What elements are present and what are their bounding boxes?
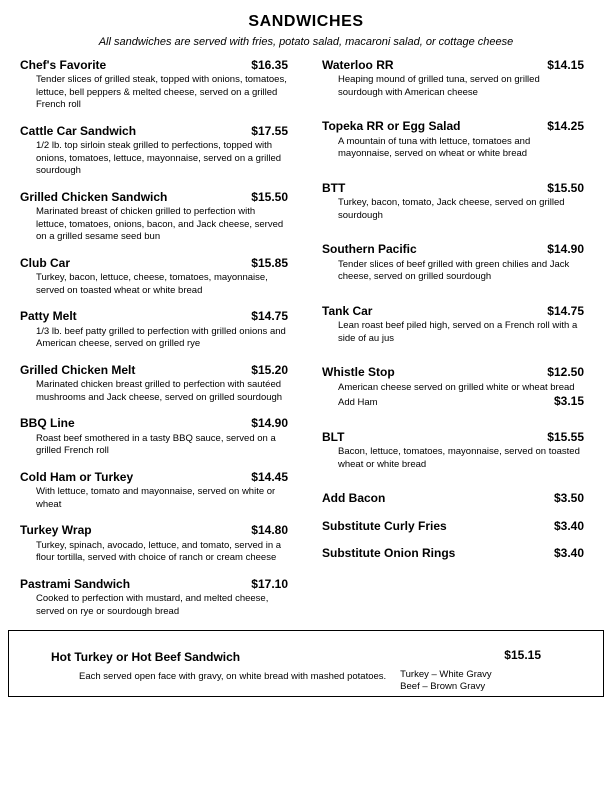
menu-item — [20, 363, 288, 404]
menu-item — [322, 365, 584, 409]
item-header — [322, 242, 584, 256]
menu-item — [20, 470, 288, 511]
menu-item — [20, 58, 288, 112]
menu-item — [20, 416, 288, 457]
item-description: Marinated breast of chicken grilled to perfection with lettuce, tomatoes, onions, bacon, and Jack cheese, served on a grilled sesame seed bun — [36, 206, 284, 243]
menu-item — [322, 519, 584, 533]
menu-header — [0, 0, 612, 48]
item-description: Cooked to perfection with mustard, and melted cheese, served on rye or sourdough bread — [36, 593, 269, 617]
item-description: Roast beef smothered in a tasty BBQ sauce, served on a grilled French roll — [36, 432, 276, 457]
footer-item-name: Hot Turkey or Hot Beef Sandwich — [51, 650, 241, 664]
menu-item — [322, 119, 584, 160]
item-description: Turkey, bacon, lettuce, cheese, tomatoes, mayonnaise, served on toasted wheat or white bread — [36, 272, 268, 296]
menu-item — [20, 256, 288, 297]
item-header — [322, 119, 584, 133]
footer-box — [8, 630, 604, 697]
footer-item-price: $15.15 — [504, 648, 541, 662]
item-header — [322, 365, 584, 379]
item-description: 1/2 lb. top sirloin steak grilled to perfections, topped with onions, tomatoes, lettuce, mayonnaise, served on a grilled sourdough — [36, 140, 282, 177]
item-price: $15.20 — [251, 362, 288, 377]
item-description: Turkey, bacon, tomato, Jack cheese, served on grilled sourdough — [338, 197, 565, 221]
item-name: Substitute Curly Fries — [322, 518, 447, 533]
item-price: $3.40 — [553, 518, 584, 533]
item-price: $14.45 — [251, 469, 288, 484]
menu-columns — [0, 48, 612, 630]
item-name: Chef's Favorite — [20, 58, 107, 72]
item-price: $14.75 — [547, 303, 584, 318]
item-price: $14.25 — [547, 119, 584, 134]
menu-item — [20, 577, 288, 618]
item-header — [20, 309, 288, 323]
footer-body — [51, 671, 603, 694]
item-name: BTT — [322, 180, 346, 195]
item-description: Turkey, spinach, avocado, lettuce, and tomato, served in a flour tortilla, served with choice of ranch or cream cheese — [36, 539, 282, 564]
item-name: Grilled Chicken Melt — [20, 362, 136, 377]
item-name: Club Car — [20, 255, 71, 270]
item-name: Waterloo RR — [322, 58, 394, 72]
item-price: $3.40 — [553, 545, 584, 560]
item-description: Marinated chicken breast grilled to perfection with sautéed mushrooms and Jack cheese, served on grilled sourdough — [36, 379, 283, 403]
item-description: Tender slices of beef grilled with green chilies and Jack cheese, served on grilled sourdough — [338, 258, 570, 283]
item-name: Grilled Chicken Sandwich — [20, 189, 168, 204]
item-description: Heaping mound of grilled tuna, served on grilled sourdough with American cheese — [338, 74, 540, 98]
item-header — [20, 416, 288, 430]
item-name: Whistle Stop — [322, 365, 395, 380]
item-description: Lean roast beef piled high, served on a French roll with a side of au jus — [338, 320, 578, 344]
item-header — [322, 519, 584, 533]
item-price: $14.75 — [251, 309, 288, 324]
item-header — [20, 523, 288, 537]
item-name: BLT — [322, 429, 345, 444]
item-header — [20, 58, 288, 72]
item-name: Pastrami Sandwich — [20, 576, 131, 591]
item-header — [322, 491, 584, 505]
item-price: $15.85 — [251, 255, 288, 270]
menu-item — [322, 430, 584, 471]
footer-header — [51, 648, 603, 666]
item-header — [322, 430, 584, 444]
item-name: Tank Car — [322, 303, 373, 318]
item-name: Add Bacon — [322, 491, 386, 506]
item-name: Substitute Onion Rings — [322, 545, 456, 560]
item-price: $16.35 — [251, 58, 288, 72]
item-header — [20, 363, 288, 377]
item-name: Cold Ham or Turkey — [20, 469, 134, 484]
item-header — [20, 124, 288, 138]
menu-item — [20, 190, 288, 244]
item-price: $17.10 — [251, 576, 288, 591]
item-header — [322, 304, 584, 318]
item-price: $14.90 — [547, 242, 584, 257]
item-price: $14.90 — [251, 416, 288, 431]
item-header — [322, 181, 584, 195]
item-description: Bacon, lettuce, tomatoes, mayonnaise, served on toasted wheat or white bread — [338, 446, 580, 470]
menu-item — [20, 523, 288, 564]
item-description: 1/3 lb. beef patty grilled to perfection with grilled onions and American cheese, served on grilled rye — [36, 325, 286, 350]
item-price: $12.50 — [547, 365, 584, 380]
footer-note: Beef – Brown Gravy — [400, 681, 486, 693]
menu-item — [322, 58, 584, 99]
addon-label: Add Ham — [338, 397, 378, 409]
item-header — [20, 470, 288, 484]
menu-item — [322, 546, 584, 560]
item-description: With lettuce, tomato and mayonnaise, served on white or wheat — [36, 486, 276, 510]
item-name: Turkey Wrap — [20, 523, 92, 538]
footer-description: Each served open face with gravy, on white bread with mashed potatoes. — [79, 671, 387, 682]
item-name: Cattle Car Sandwich — [20, 123, 137, 138]
item-header — [322, 58, 584, 72]
footer-note: Turkey – White Gravy — [400, 669, 492, 680]
page-title: SANDWICHES — [248, 13, 364, 30]
item-name: Patty Melt — [20, 309, 77, 324]
left-column — [20, 58, 288, 630]
item-header — [322, 546, 584, 560]
item-name: Southern Pacific — [322, 242, 417, 257]
menu-item — [20, 124, 288, 178]
item-description: Tender slices of grilled steak, topped with onions, tomatoes, lettuce, bell peppers & melted cheese, served on a grilled French roll — [36, 74, 287, 111]
menu-item — [20, 309, 288, 350]
item-description: A mountain of tuna with lettuce, tomatoes and mayonnaise, served on wheat or white bread — [338, 135, 531, 160]
item-header — [20, 190, 288, 204]
page-subtitle: All sandwiches are served with fries, potato salad, macaroni salad, or cottage cheese — [98, 36, 514, 48]
right-column — [322, 58, 584, 630]
item-price: $15.50 — [251, 189, 288, 204]
item-price: $15.55 — [547, 429, 584, 444]
addon-price: $3.15 — [553, 394, 584, 409]
item-name: BBQ Line — [20, 416, 75, 431]
item-price: $15.50 — [547, 180, 584, 195]
menu-item — [322, 491, 584, 505]
item-price: $14.15 — [547, 58, 584, 72]
item-price: $14.80 — [251, 523, 288, 538]
item-price: $17.55 — [251, 123, 288, 138]
item-description: American cheese served on grilled white or wheat bread — [338, 381, 575, 393]
menu-item — [322, 242, 584, 283]
item-header — [20, 256, 288, 270]
item-price: $3.50 — [553, 491, 584, 506]
item-addon — [322, 394, 584, 410]
menu-item — [322, 181, 584, 222]
menu-item — [322, 304, 584, 345]
footer-notes — [400, 669, 492, 694]
item-header — [20, 577, 288, 591]
item-name: Topeka RR or Egg Salad — [322, 119, 461, 134]
